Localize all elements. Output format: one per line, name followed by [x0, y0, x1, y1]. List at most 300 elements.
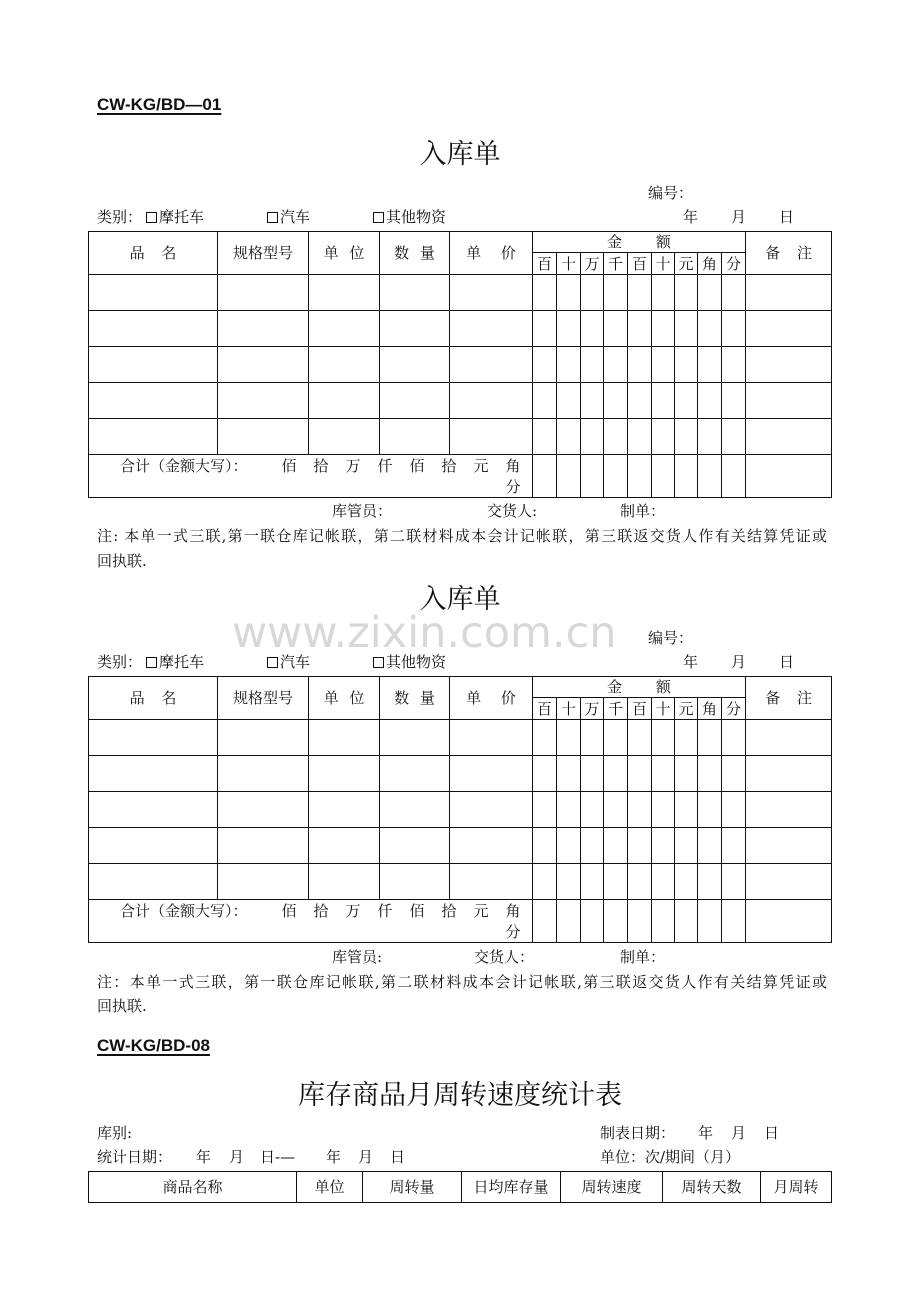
table-cell [581, 756, 604, 792]
table-cell [652, 720, 675, 756]
table-cell [557, 720, 581, 756]
category-option-label: 其他物资 [386, 653, 447, 671]
date-day-label: 日 [779, 208, 795, 226]
total-amount-in-words [89, 900, 532, 942]
table-cell [746, 756, 832, 792]
table-cell [557, 311, 581, 347]
category-option-other-materials [373, 652, 446, 672]
table-cell [450, 756, 533, 792]
table-cell [604, 347, 628, 383]
unit-label: 角 [505, 902, 521, 920]
total-label: 合计（金额大写）： [120, 457, 248, 475]
table-cell [218, 311, 309, 347]
note-line: 回执联. [97, 552, 147, 570]
date-month-label: 月 [731, 208, 747, 226]
note-line: 回执联. [97, 997, 147, 1015]
table-cell [581, 720, 604, 756]
category-option-label: 摩托车 [159, 653, 205, 671]
unit-label: 分 [505, 923, 521, 941]
table-cell [746, 864, 832, 900]
table-row [89, 792, 832, 828]
table-cell [746, 383, 832, 419]
table-cell [722, 383, 746, 419]
table-cell [604, 828, 628, 864]
period-end-month-label: 月 [358, 1148, 374, 1166]
table-cell [450, 383, 533, 419]
header-amount: 金 额 [533, 677, 746, 698]
header-remarks: 备 注 [746, 677, 832, 720]
table-cell [581, 900, 604, 943]
total-amount-in-words-cell [89, 900, 533, 943]
category-option-motorcycle [146, 652, 204, 672]
digit-wan: 万 [581, 698, 604, 720]
header-remarks: 备 注 [746, 232, 832, 275]
checkbox-icon [267, 657, 278, 668]
table-cell [675, 455, 698, 498]
table-cell [698, 383, 722, 419]
header-turnover-rate: 周转速度 [561, 1172, 663, 1203]
table-cell [722, 900, 746, 943]
table-cell [698, 756, 722, 792]
table-cell [450, 311, 533, 347]
header-unit: 单 位 [309, 677, 380, 720]
date-day-label: 日 [764, 1124, 780, 1142]
table-cell [628, 455, 652, 498]
header-turnover-volume: 周转量 [363, 1172, 462, 1203]
table-cell [309, 383, 380, 419]
table-cell [628, 720, 652, 756]
total-row [89, 900, 832, 943]
table-cell [581, 311, 604, 347]
period-label: 统计日期： [97, 1148, 173, 1166]
period-end-day-label: 日 [390, 1148, 406, 1166]
serial-number-label: 编号： [648, 184, 694, 202]
table-cell [533, 828, 557, 864]
date-year-label: 年 [698, 1124, 714, 1142]
table-cell [380, 756, 450, 792]
table-cell [604, 311, 628, 347]
table-cell [557, 756, 581, 792]
table-cell [652, 792, 675, 828]
table-row [89, 720, 832, 756]
table-cell [557, 828, 581, 864]
date-year-label: 年 [683, 208, 699, 226]
table-cell [309, 792, 380, 828]
table-cell [698, 720, 722, 756]
table-cell [450, 347, 533, 383]
table-cell [628, 756, 652, 792]
table-cell [604, 383, 628, 419]
header-product-name: 品 名 [89, 677, 218, 720]
category-option-label: 汽车 [280, 208, 311, 226]
table-cell [533, 792, 557, 828]
keeper-signature-label: 库管员: [332, 948, 383, 966]
table-cell [675, 720, 698, 756]
table-cell [581, 383, 604, 419]
table-cell [581, 275, 604, 311]
table-cell [675, 864, 698, 900]
keeper-signature-label: 库管员： [332, 502, 393, 520]
table-cell [675, 347, 698, 383]
digit-wan: 万 [581, 253, 604, 275]
table-cell [557, 900, 581, 943]
table-header-row [89, 677, 832, 698]
table-cell [581, 864, 604, 900]
table-cell [746, 455, 832, 498]
warehouse-receipt-table [88, 231, 832, 498]
table-cell [722, 419, 746, 455]
table-cell [652, 383, 675, 419]
header-unit-price: 单 价 [450, 232, 533, 275]
table-cell [89, 419, 218, 455]
header-product-name: 品 名 [89, 232, 218, 275]
table-cell [557, 792, 581, 828]
table-cell [89, 756, 218, 792]
turnover-table [88, 1171, 832, 1203]
table-cell [746, 311, 832, 347]
table-cell [89, 311, 218, 347]
table-row [89, 864, 832, 900]
table-cell [380, 275, 450, 311]
checkbox-icon [146, 657, 157, 668]
total-units [273, 901, 529, 943]
category-label: 类别： [97, 653, 143, 671]
table-cell [557, 419, 581, 455]
warehouse-label: 库别: [97, 1124, 133, 1142]
period-start-year-label: 年 [196, 1148, 212, 1166]
table-cell [581, 347, 604, 383]
table-cell [450, 275, 533, 311]
unit-label: 拾 [313, 902, 329, 920]
table-cell [604, 900, 628, 943]
unit-label: 万 [345, 457, 361, 475]
table-cell [309, 419, 380, 455]
unit-label: 佰 [409, 902, 425, 920]
warehouse-receipt-table [88, 676, 832, 943]
table-cell [675, 419, 698, 455]
table-cell [722, 311, 746, 347]
table-row [89, 311, 832, 347]
table-cell [628, 347, 652, 383]
unit-label: 单位：次/期间（月） [600, 1148, 741, 1166]
date-month-label: 月 [731, 653, 747, 671]
table-cell [675, 383, 698, 419]
digit-jiao: 角 [698, 698, 722, 720]
deliverer-signature-label: 交货人: [487, 502, 538, 520]
table-row [89, 756, 832, 792]
unit-label: 分 [505, 478, 521, 496]
digit-thousand: 千 [604, 698, 628, 720]
header-quantity: 数 量 [380, 232, 450, 275]
table-cell [533, 455, 557, 498]
unit-label: 佰 [281, 902, 297, 920]
table-cell [698, 900, 722, 943]
table-cell [533, 347, 557, 383]
table-cell [218, 720, 309, 756]
table-cell [450, 720, 533, 756]
header-unit: 单 位 [309, 232, 380, 275]
unit-label: 仟 [377, 902, 393, 920]
date-month-label: 月 [731, 1124, 747, 1142]
table-cell [380, 383, 450, 419]
table-cell [533, 383, 557, 419]
category-option-other-materials [373, 207, 446, 227]
table-cell [652, 864, 675, 900]
table-cell [309, 311, 380, 347]
table-cell [604, 455, 628, 498]
header-product-name: 商品名称 [89, 1172, 297, 1203]
total-amount-in-words-cell [89, 455, 533, 498]
table-cell [746, 275, 832, 311]
table-cell [675, 792, 698, 828]
table-cell [652, 419, 675, 455]
table-cell [557, 864, 581, 900]
table-cell [218, 792, 309, 828]
table-cell [218, 383, 309, 419]
table-cell [698, 864, 722, 900]
table-cell [722, 792, 746, 828]
table-cell [652, 756, 675, 792]
table-cell [698, 792, 722, 828]
table-cell [380, 311, 450, 347]
table-cell [746, 720, 832, 756]
table-cell [380, 720, 450, 756]
table-cell [533, 864, 557, 900]
table-cell [652, 275, 675, 311]
table-header-row [89, 1172, 832, 1203]
table-cell [533, 419, 557, 455]
period-start-day-label: 日-— [260, 1148, 296, 1166]
table-cell [557, 347, 581, 383]
total-amount-in-words [89, 455, 532, 497]
form-title: 入库单 [419, 584, 501, 615]
table-row [89, 383, 832, 419]
table-row [89, 828, 832, 864]
header-average-daily-stock: 日均库存量 [462, 1172, 561, 1203]
unit-label: 元 [473, 457, 489, 475]
checkbox-icon [146, 212, 157, 223]
table-cell [698, 419, 722, 455]
table-cell [380, 792, 450, 828]
table-cell [557, 383, 581, 419]
table-cell [89, 720, 218, 756]
table-cell [89, 792, 218, 828]
table-cell [652, 311, 675, 347]
table-cell [628, 311, 652, 347]
table-cell [698, 311, 722, 347]
table-cell [746, 419, 832, 455]
table-cell [581, 792, 604, 828]
digit-hundred: 百 [628, 253, 652, 275]
header-specification: 规格型号 [218, 232, 309, 275]
unit-label: 角 [505, 457, 521, 475]
digit-hundred-thousand: 百 [533, 698, 557, 720]
table-cell [557, 455, 581, 498]
digit-ten: 十 [652, 253, 675, 275]
date-day-label: 日 [779, 653, 795, 671]
table-cell [533, 275, 557, 311]
deliverer-signature-label: 交货人： [474, 948, 535, 966]
table-cell [746, 828, 832, 864]
table-cell [628, 864, 652, 900]
table-cell [581, 455, 604, 498]
digit-hundred: 百 [628, 698, 652, 720]
preparer-signature-label: 制单： [620, 948, 666, 966]
table-cell [89, 383, 218, 419]
table-cell [604, 792, 628, 828]
header-quantity: 数 量 [380, 677, 450, 720]
digit-fen: 分 [722, 253, 746, 275]
table-cell [604, 864, 628, 900]
table-cell [722, 828, 746, 864]
total-label: 合计（金额大写）： [120, 902, 248, 920]
table-cell [533, 311, 557, 347]
unit-label: 仟 [377, 457, 393, 475]
table-cell [89, 347, 218, 383]
table-cell [746, 900, 832, 943]
digit-yuan: 元 [675, 698, 698, 720]
table-cell [628, 792, 652, 828]
table-cell [533, 756, 557, 792]
table-row [89, 347, 832, 383]
preparer-signature-label: 制单： [620, 502, 666, 520]
digit-yuan: 元 [675, 253, 698, 275]
category-option-car [267, 652, 310, 672]
table-cell [604, 720, 628, 756]
note-line: 注：本单一式三联，第一联仓库记帐联,第二联材料成本会计记帐联,第三联返交货人作有关结算凭证或 [97, 973, 827, 991]
table-cell [722, 275, 746, 311]
table-cell [698, 347, 722, 383]
table-cell [698, 455, 722, 498]
table-cell [309, 720, 380, 756]
checkbox-icon [373, 212, 384, 223]
report-code: CW-KG/BD-08 [97, 1036, 210, 1055]
table-cell [628, 275, 652, 311]
period-end-year-label: 年 [326, 1148, 342, 1166]
table-cell [450, 792, 533, 828]
table-cell [722, 864, 746, 900]
table-cell [628, 419, 652, 455]
category-option-car [267, 207, 310, 227]
table-cell [652, 900, 675, 943]
table-cell [218, 419, 309, 455]
header-specification: 规格型号 [218, 677, 309, 720]
table-cell [746, 347, 832, 383]
table-cell [628, 383, 652, 419]
digit-hundred-thousand: 百 [533, 253, 557, 275]
table-cell [722, 455, 746, 498]
table-cell [675, 900, 698, 943]
header-unit-price: 单 价 [450, 677, 533, 720]
note-line: 注: 本单一式三联,第一联仓库记帐联，第二联材料成本会计记帐联，第三联返交货人作有关结算凭证或 [97, 527, 827, 545]
table-cell [309, 828, 380, 864]
table-cell [746, 792, 832, 828]
checkbox-icon [267, 212, 278, 223]
table-cell [652, 455, 675, 498]
report-title: 库存商品月周转速度统计表 [298, 1080, 622, 1111]
table-cell [604, 419, 628, 455]
unit-label: 拾 [313, 457, 329, 475]
total-row [89, 455, 832, 498]
table-cell [604, 275, 628, 311]
category-option-label: 其他物资 [386, 208, 447, 226]
table-cell [380, 419, 450, 455]
table-header-row [89, 232, 832, 253]
table-cell [557, 275, 581, 311]
unit-label: 佰 [409, 457, 425, 475]
table-cell [380, 864, 450, 900]
table-cell [581, 828, 604, 864]
total-units [273, 456, 529, 498]
digit-ten: 十 [652, 698, 675, 720]
table-cell [309, 347, 380, 383]
category-label: 类别： [97, 208, 143, 226]
form-title: 入库单 [419, 139, 501, 170]
header-unit: 单位 [297, 1172, 363, 1203]
table-cell [380, 347, 450, 383]
table-cell [89, 275, 218, 311]
table-cell [675, 828, 698, 864]
table-cell [698, 828, 722, 864]
table-cell [218, 275, 309, 311]
table-cell [722, 720, 746, 756]
digit-ten-thousand: 十 [557, 253, 581, 275]
table-cell [604, 756, 628, 792]
table-cell [309, 864, 380, 900]
table-cell [628, 828, 652, 864]
table-cell [450, 864, 533, 900]
table-cell [581, 419, 604, 455]
unit-label: 万 [345, 902, 361, 920]
table-cell [533, 900, 557, 943]
table-cell [698, 275, 722, 311]
form-code: CW-KG/BD—01 [97, 95, 222, 114]
category-option-label: 摩托车 [159, 208, 205, 226]
header-amount: 金 额 [533, 232, 746, 253]
table-cell [722, 347, 746, 383]
table-cell [218, 756, 309, 792]
table-cell [309, 756, 380, 792]
table-cell [89, 864, 218, 900]
table-cell [218, 864, 309, 900]
category-option-motorcycle [146, 207, 204, 227]
table-cell [675, 311, 698, 347]
table-cell [218, 828, 309, 864]
table-cell [652, 347, 675, 383]
digit-jiao: 角 [698, 253, 722, 275]
table-cell [628, 900, 652, 943]
table-row [89, 275, 832, 311]
unit-label: 拾 [441, 902, 457, 920]
table-cell [380, 828, 450, 864]
unit-label: 元 [473, 902, 489, 920]
period-start-month-label: 月 [229, 1148, 245, 1166]
unit-label: 拾 [441, 457, 457, 475]
digit-fen: 分 [722, 698, 746, 720]
table-cell [675, 275, 698, 311]
table-cell [675, 756, 698, 792]
table-cell [89, 828, 218, 864]
table-row [89, 419, 832, 455]
table-cell [722, 756, 746, 792]
date-year-label: 年 [683, 653, 699, 671]
header-monthly-turnover: 月周转 [761, 1172, 832, 1203]
table-cell [652, 828, 675, 864]
category-option-label: 汽车 [280, 653, 311, 671]
header-turnover-days: 周转天数 [663, 1172, 761, 1203]
digit-ten-thousand: 十 [557, 698, 581, 720]
serial-number-label: 编号： [648, 629, 694, 647]
